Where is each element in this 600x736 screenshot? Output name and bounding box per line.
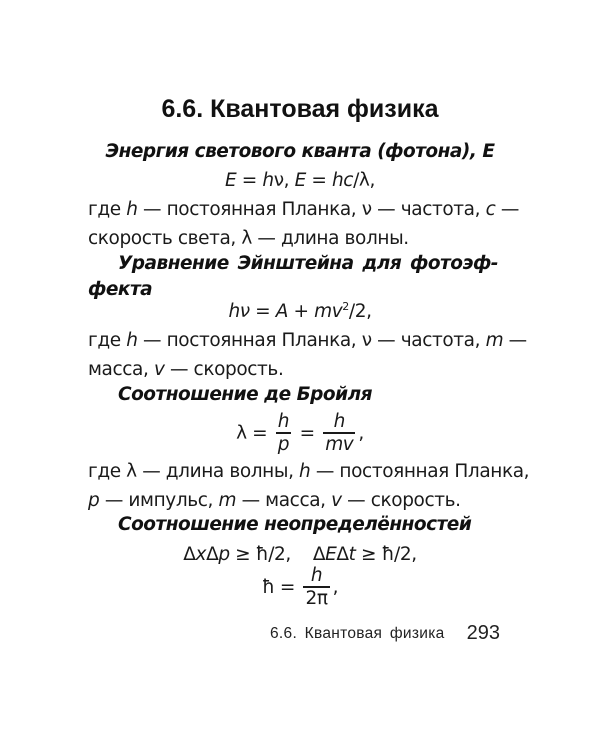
formula-einstein: $h\nu = A + mv^2/2$,: [228, 300, 372, 322]
heading-photon-energy: Энергия светового кванта (фотона), E: [105, 141, 495, 162]
explanation-line: скорость света, λ — длина волны.: [88, 228, 409, 249]
fraction: $\frac{h}{2\pi}$: [305, 565, 328, 609]
page-number: 293: [466, 622, 500, 644]
fraction: $\frac{h}{mv}$: [325, 411, 354, 455]
heading-uncertainty: Соотношение неопределённостей: [118, 514, 472, 535]
formula-uncertainty: ΔxΔp ≥ ħ/2, ΔEΔt ≥ ħ/2,: [183, 544, 417, 565]
explanation-line: масса, v — скорость.: [88, 359, 284, 380]
heading-de-broglie: Соотношение де Бройля: [118, 384, 373, 405]
explanation-line: где h — постоянная Планка, ν — частота, c —: [88, 199, 519, 220]
heading-einstein-equation: Уравнение Эйнштейна для фотоэф-: [118, 253, 498, 274]
running-title: 6.6. Квантовая физика: [270, 625, 445, 642]
formula-photon-energy: E = hν, E = hc/λ,: [225, 170, 375, 191]
heading-einstein-equation-cont: фекта: [88, 279, 153, 300]
explanation-line: где h — постоянная Планка, ν — частота, m —: [88, 330, 527, 351]
explanation-line: p — импульс, m — масса, v — скорость.: [88, 490, 461, 511]
formula-reduced-planck: ħ = $\frac{h}{2\pi}$ ,: [261, 565, 339, 609]
explanation-line: где λ — длина волны, h — постоянная Планка,: [88, 461, 530, 482]
section-title: 6.6. Квантовая физика: [161, 95, 439, 123]
formula-de-broglie: λ = $\frac{h}{p}$ = $\frac{h}{mv}$ ,: [236, 411, 364, 455]
fraction: $\frac{h}{p}$: [277, 411, 290, 455]
